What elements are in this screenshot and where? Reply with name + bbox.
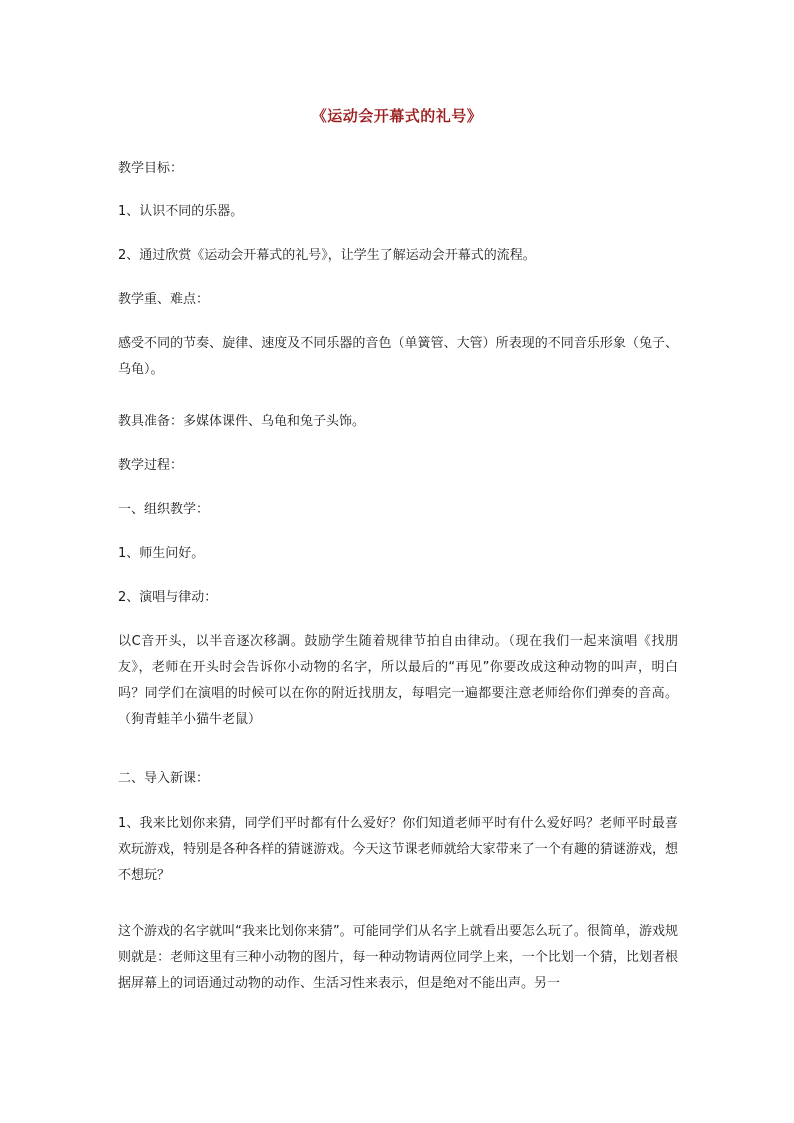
- paragraph-teaching-goals-heading: 教学目标：: [118, 161, 184, 176]
- paragraph-game-rules: 这个游戏的名字就叫“我来比划你来猜”。可能同学们从名字上就看出要怎么玩了。很简单，游戏规则就是：老师这里有三种小动物的图片，每一种动物请两位同学上来，一个比划一个猜，比划者根据屏幕上的词语通过动物的动作、生活习性来表示，但是绝对不能出声。另一: [118, 924, 678, 991]
- paragraph-goal-1: 1、认识不同的乐器。: [118, 204, 244, 219]
- paragraph-goal-2: 2、通过欣赏《运动会开幕式的礼号》，让学生了解运动会开幕式的流程。: [118, 248, 536, 263]
- paragraph-game-intro: 1、我来比划你来猜，同学们平时都有什么爱好？你们知道老师平时有什么爱好吗？老师平时最喜欢玩游戏，特别是各种各样的猜谜游戏。今天这节课老师就给大家带来了一个有趣的猜谜游戏，想不想玩？: [118, 816, 678, 883]
- paragraph-process-heading: 教学过程：: [118, 458, 184, 473]
- document-title: 《运动会开幕式的礼号》: [311, 107, 483, 125]
- paragraph-greeting: 1、师生问好。: [118, 546, 205, 561]
- paragraph-key-points: 感受不同的节奏、旋律、速度及不同乐器的音色（单簧管、大管）所表现的不同音乐形象（兔子、乌龟）。: [118, 336, 678, 377]
- paragraph-materials: 教具准备：多媒体课件、乌龟和兔子头饰。: [118, 414, 366, 429]
- paragraph-singing-heading: 2、演唱与律动：: [118, 590, 218, 605]
- paragraph-section-2-heading: 二、导入新课：: [118, 771, 210, 786]
- paragraph-section-1-heading: 一、组织教学：: [118, 502, 210, 517]
- paragraph-singing-body: 以C音开头，以半音逐次移調。鼓励学生随着规律节拍自由律动。（现在我们一起来演唱《找朋友》，老师在开头时会告诉你小动物的名字，所以最后的“再见”你要改成这种动物的叫声，明白吗？同学们在演唱的时候可以在你的附近找朋友，每唱完一遍都要注意老师给你们弹奏的音高。（狗青蛙羊小猫牛老鼠）: [118, 634, 678, 727]
- paragraph-key-points-heading: 教学重、难点：: [118, 292, 210, 307]
